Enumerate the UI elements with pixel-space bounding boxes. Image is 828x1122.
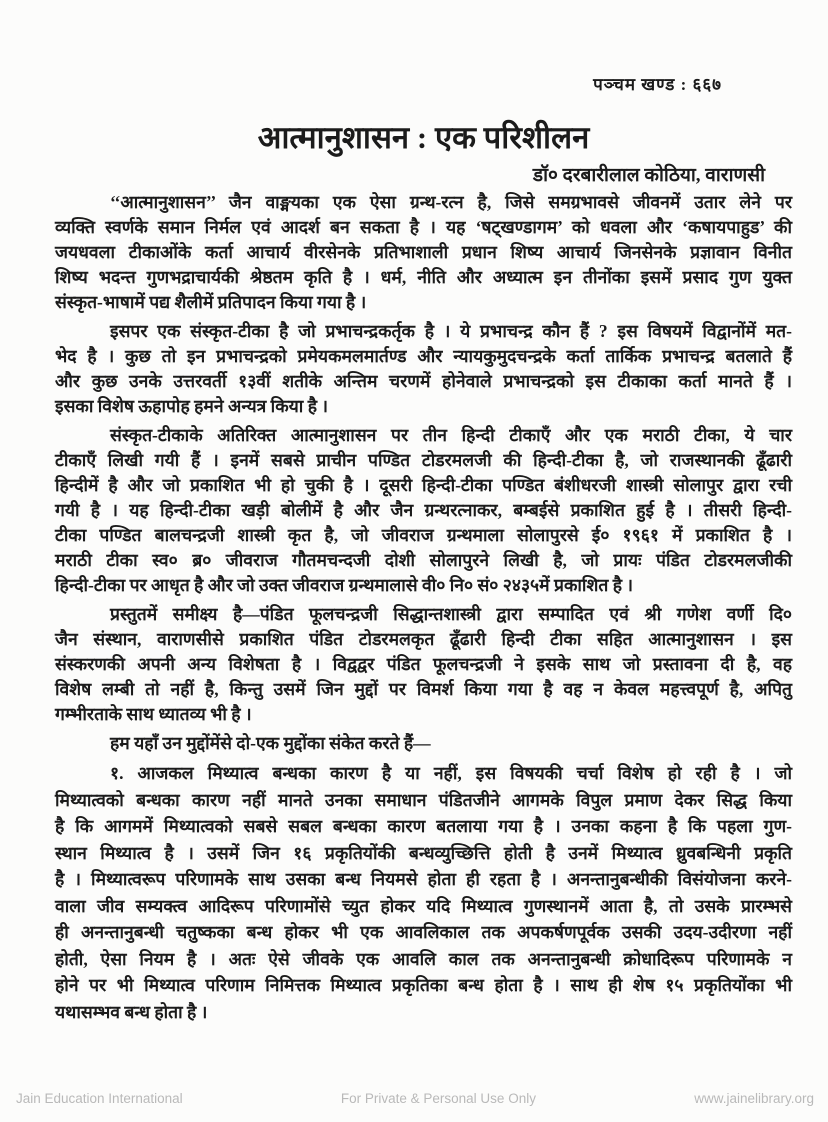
- text-line: वाला जीव सम्यक्त्व आदिरूप परिणामोंसे च्युत होकर यदि मिथ्यात्व गुणस्थानमें आता है, तो उसके प्रारम्भसे: [55, 895, 792, 916]
- paragraph: [55, 319, 792, 419]
- text-line: हम यहाँ उन मुद्दोंमेंसे दो-एक मुद्दोंका संकेत करते हैं—: [110, 733, 431, 753]
- text-line: यथासम्भव बन्ध होता है ।: [55, 1001, 208, 1022]
- text-line: जैन संस्थान, वाराणसीसे प्रकाशित पंडित टोडरमलकृत ढूँढारी हिन्दी टीका सहित आत्मानुशासन । इस: [55, 629, 792, 649]
- text-line: मराठी टीका स्व० ब्र० जीवराज गौतमचन्दजी दोशी सोलापुरने लिखी है, जो प्रायः पंडित टोडरमलजीकी: [55, 550, 792, 570]
- text-line: शिष्य भदन्त गुणभद्राचार्यकी श्रेष्ठतम कृति है । धर्म, नीति और अध्यात्म इन तीनोंका इसमें प्रसाद गुण युक्त: [55, 267, 792, 287]
- paragraph: [55, 423, 792, 598]
- author-byline: डॉ० दरबारीलाल कोठिया, वाराणसी: [532, 165, 765, 186]
- text-line: टीकाएँ लिखी गयी हैं । इनमें सबसे प्राचीन पण्डित टोडरमलजी की हिन्दी-टीका है, जो राजस्थानकी ढूँढारी: [55, 450, 792, 470]
- paragraph: [55, 760, 792, 1025]
- paragraph: [55, 731, 792, 756]
- footer-right-label: www.jainelibrary.org: [694, 1091, 814, 1106]
- article-title: आत्मानुशासन : एक परिशीलन: [257, 120, 590, 155]
- footer-center-label: For Private & Personal Use Only: [340, 1091, 536, 1106]
- article-body: [55, 190, 792, 1029]
- text-line: संस्करणकी अपनी अन्य विशेषता है । विद्वद्वर पंडित फूलचन्द्रजी ने इसके साथ जो प्रस्तावना दी है, वह: [55, 654, 792, 674]
- text-line: गयी है । यह हिन्दी-टीका खड़ी बोलीमें है और जैन ग्रन्थरत्नाकर, बम्बईसे प्रकाशित हुई है । तीसरी हिन्दी-: [55, 500, 792, 520]
- footer-left-label: Jain Education International: [16, 1091, 183, 1106]
- text-line: प्रस्तुतमें समीक्ष्य है—पंडित फूलचन्द्रजी सिद्धान्तशास्त्री द्वारा सम्पादित एवं श्री गणेश वर्णी दि०: [110, 604, 792, 624]
- text-line: मिथ्यात्वको बन्धका कारण नहीं मानते उनका समाधान पंडितजीने आगमके विपुल प्रमाण देकर सिद्ध किया: [55, 789, 792, 810]
- text-line: है । मिथ्यात्वरूप परिणामके साथ उसका बन्ध नियमसे होता ही रहता है । अनन्तानुबन्धीकी विसंयोजना करने-: [55, 869, 792, 889]
- paragraph: [55, 190, 792, 315]
- text-line: हिन्दीमें है और जो प्रकाशित भी हो चुकी है । दूसरी हिन्दी-टीका पण्डित बंशीधरजी शास्त्री सोलापुर द्वारा रची: [55, 475, 792, 495]
- text-line: इसका विशेष ऊहापोह हमने अन्यत्र किया है ।: [55, 396, 329, 416]
- text-line: जयधवला टीकाओंके कर्ता आचार्य वीरसेनके प्रतिभाशाली प्रधान शिष्य आचार्य जिनसेनके प्रज्ञावान विनीत: [55, 242, 792, 262]
- text-line: टीका पण्डित बालचन्द्रजी शास्त्री कृत है, जो जीवराज ग्रन्थमाला सोलापुरसे ई० १९६१ में प्रकाशित है ।: [55, 525, 792, 545]
- text-line: होती, ऐसा नियम है । अतः ऐसे जीवके एक आवलि काल तक अनन्तानुबन्धी क्रोधादिरूप परिणामके न: [55, 948, 792, 969]
- text-line: और कुछ उनके उत्तरवर्ती १३वीं शतीके अन्तिम चरणमें होनेवाले प्रभाचन्द्रको इस टीकाका कर्ता मानते हैं ।: [55, 371, 792, 391]
- text-line: ही अनन्तानुबन्धी चतुष्कका बन्ध होकर भी एक आवलिकाल तक अपकर्षणपूर्वक उसकी उदय-उदीरणा नहीं: [55, 922, 792, 942]
- text-line: संस्कृत-भाषामें पद्य शैलीमें प्रतिपादन किया गया है ।: [55, 292, 367, 312]
- text-line: हिन्दी-टीका पर आधृत है और जो उक्त जीवराज ग्रन्थमालासे वी० नि० सं० २४३५में प्रकाशित है ।: [55, 575, 634, 595]
- page-header-number: पञ्चम खण्ड : ६६७: [593, 75, 722, 94]
- text-line: संस्कृत-टीकाके अतिरिक्त आत्मानुशासन पर तीन हिन्दी टीकाएँ और एक मराठी टीका, ये चार: [110, 425, 792, 445]
- text-line: स्थान मिथ्यात्व है । उसमें जिन १६ प्रकृतियोंकी बन्धव्युच्छित्ति होती है उनमें मिथ्यात्व ध्रुवबन्धिनी प्रकृति: [55, 842, 792, 863]
- text-line: ‘‘आत्मानुशासन’’ जैन वाङ्मयका एक ऐसा ग्रन्थ-रत्न है, जिसे समग्रभावसे जीवनमें उतार लेने पर: [110, 192, 792, 212]
- text-line: होने पर भी मिथ्यात्व परिणाम निमित्तक मिथ्यात्व प्रकृतिका बन्ध होता है । साथ ही शेष १५ प्रकृतियोंका भी: [55, 975, 792, 995]
- text-line: व्यक्ति स्वर्णके समान निर्मल एवं आदर्श बन सकता है । यह ‘षट्खण्डागम’ को धवला और ‘कषायपाहुड’ की: [55, 217, 792, 237]
- text-line: है कि आगममें मिथ्यात्वको सबसे सबल बन्धका कारण बतलाया गया है । उनका कहना है कि पहला गुण-: [55, 816, 792, 836]
- text-line: इसपर एक संस्कृत-टीका है जो प्रभाचन्द्रकर्तृक है । ये प्रभाचन्द्र कौन हैं ? इस विषयमें विद्वानोंमें मत-: [110, 321, 792, 341]
- text-line: विशेष लम्बी तो नहीं है, किन्तु उसमें जिन मुद्दों पर विमर्श किया गया है वह न केवल महत्त्वपूर्ण है, अपितु: [55, 679, 792, 699]
- paragraph: [55, 602, 792, 727]
- text-line: भेद है । कुछ तो इन प्रभाचन्द्रको प्रमेयकमलमार्तण्ड और न्यायकुमुदचन्द्रके कर्ता तार्किक प्रभाचन्द्र बतलाते हैं: [55, 346, 792, 366]
- page-footer: [16, 1091, 814, 1106]
- text-line: १. आजकल मिथ्यात्व बन्धका कारण है या नहीं, इस विषयकी चर्चा विशेष हो रही है । जो: [110, 763, 792, 783]
- text-line: गम्भीरताके साथ ध्यातव्य भी है ।: [55, 704, 252, 724]
